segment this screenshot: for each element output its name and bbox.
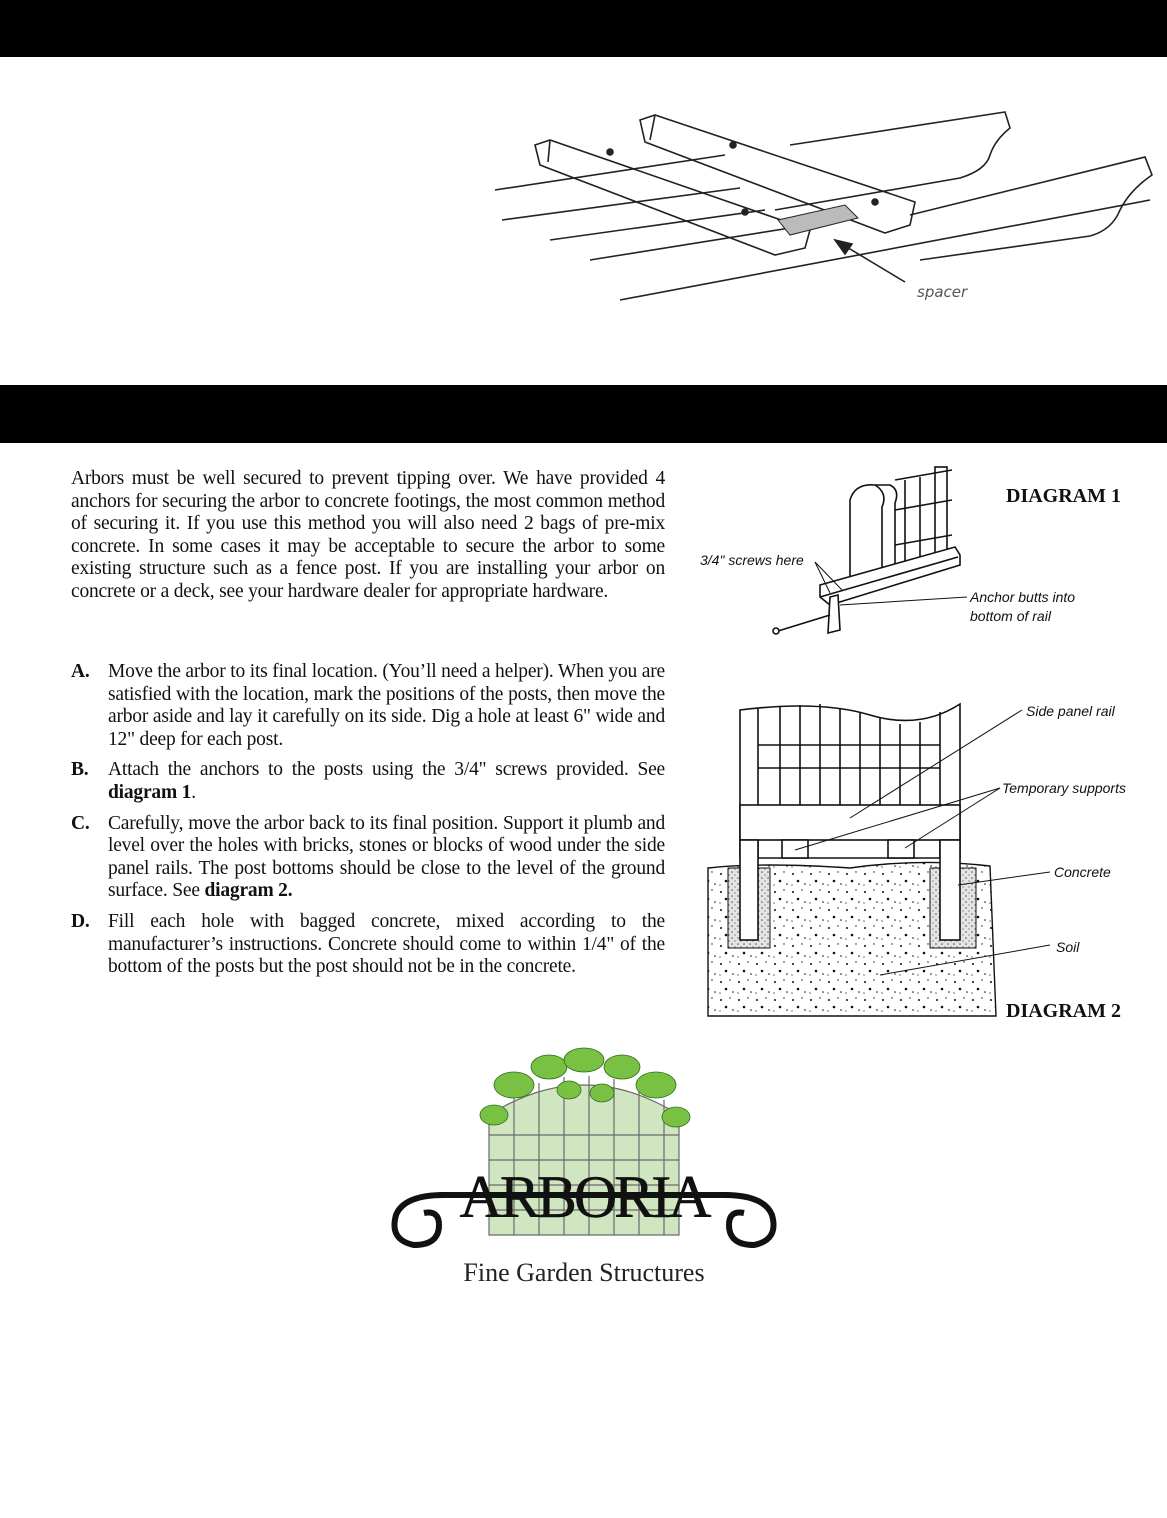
step-text: Carefully, move the arbor back to its final position. Support it plumb and level over the holes with bricks, stones or blocks of wood under the side panel rails. The post bottoms should be close to the level of the ground surface. See [108, 812, 665, 902]
temporary-supports-label: Temporary supports [1002, 780, 1126, 796]
section-header-bar [0, 385, 1167, 443]
side-panel-rail-label: Side panel rail [1026, 703, 1115, 719]
arboria-logo [384, 1045, 784, 1290]
step-letter: C. [71, 812, 90, 834]
top-header-bar [0, 0, 1167, 57]
soil-label: Soil [1056, 939, 1080, 955]
diagram-1-title: DIAGRAM 1 [1006, 485, 1121, 507]
spacer-label: spacer [917, 283, 968, 301]
step-letter: B. [71, 759, 89, 781]
logo-wordmark: ARBORIA [459, 1164, 709, 1230]
concrete-label: Concrete [1054, 864, 1111, 880]
diagram-reference: diagram 1 [108, 781, 192, 803]
logo-tagline: Fine Garden Structures [463, 1258, 705, 1287]
spacer-block [778, 205, 858, 235]
step-text: Move the arbor to its final location. (You’ll need a helper). When you are satisfied with the location, mark the positions of the posts, then move the arbor aside and lay it carefully on its side. Dig a hole at least 6" wide and 12" deep for each post. [108, 661, 665, 750]
anchor-label-line2: bottom of rail [970, 608, 1051, 624]
diagram-2-title: DIAGRAM 2 [1006, 1000, 1121, 1022]
step-b: B. Attach the anchors to the posts using the 3/4" screws provided. See diagram 1. [71, 759, 665, 803]
diagram-1-anchor [690, 455, 1110, 645]
intro-paragraph: Arbors must be well secured to prevent tipping over. We have provided 4 anchors for securing the arbor to concrete footings, the most common method of securing it. If you use this method you will also need 2 bags of pre-mix concrete. In some cases it may be acceptable to secure the arbor to some existing structure such as a fence post. If you are installing your arbor on concrete or a deck, see your hardware dealer for appropriate hardware. [71, 468, 665, 602]
anchor-label-line1: Anchor butts into [970, 589, 1076, 605]
diagram-reference: diagram 2. [204, 880, 293, 902]
step-c [71, 813, 665, 903]
step-d [71, 911, 665, 979]
step-a [71, 661, 665, 751]
rafter-spacer-illustration [490, 100, 1167, 320]
step-letter: A. [71, 661, 90, 682]
instruction-steps [71, 661, 665, 987]
step-text: Attach the anchors to the posts using the 3/4" screws provided. See [108, 759, 665, 781]
step-text: Fill each hole with bagged concrete, mixed according to the manufacturer’s instructions. Concrete should come to within 1/4" of the bottom of the posts but the post should not be in the concrete. [108, 910, 665, 978]
screws-label: 3/4" screws here [700, 552, 804, 568]
step-letter: D. [71, 910, 90, 932]
diagram-2-footing [700, 690, 1140, 1020]
